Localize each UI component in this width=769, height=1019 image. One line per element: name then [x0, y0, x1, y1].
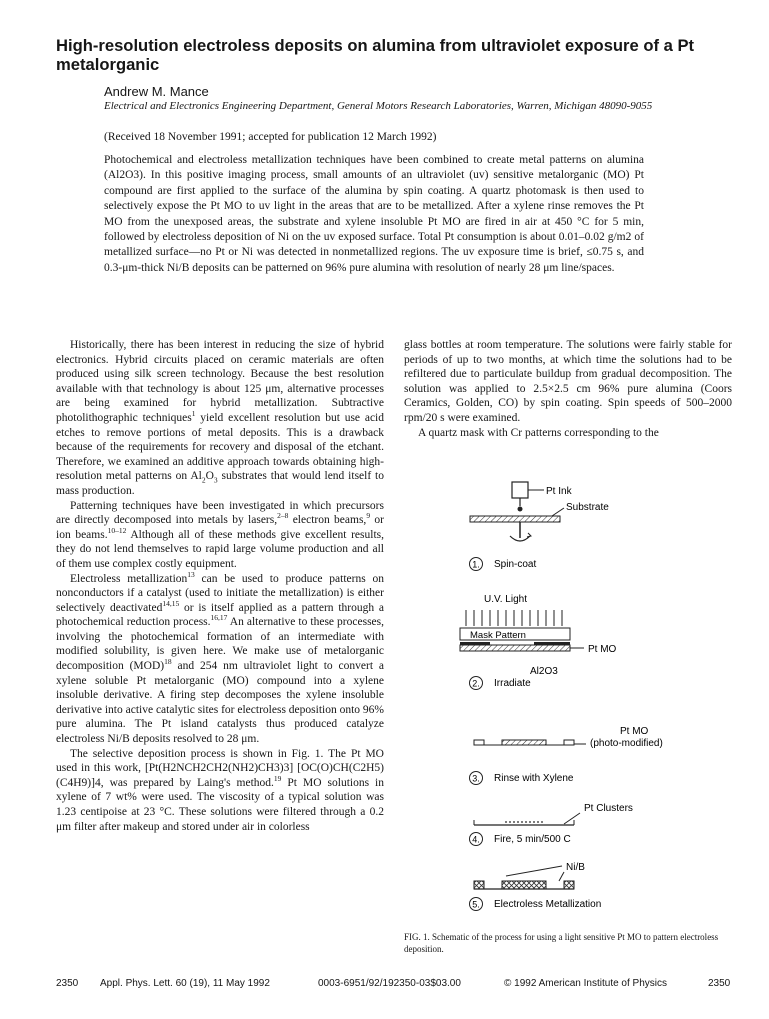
step-1-spin-coat [470, 482, 610, 571]
uv-rays-icon [466, 610, 562, 626]
step-1-label: Spin-coat [494, 559, 537, 570]
label-nib: Ni/B [566, 862, 585, 873]
label-mask-pattern: Mask Pattern [470, 630, 526, 641]
citation: 10–12 [107, 525, 127, 535]
step-4-label: Fire, 5 min/500 C [494, 834, 571, 845]
figure-caption: FIG. 1. Schematic of the process for using a light sensitive Pt MO to pattern electroless deposition. [404, 932, 719, 954]
step-3-rinse [470, 726, 663, 785]
dispenser-shape [512, 482, 528, 498]
citation: 2–8 [277, 511, 289, 521]
step-2-irradiate [460, 594, 617, 690]
article-code: 0003-6951/92/192350-03$03.00 [318, 978, 461, 989]
body-column-left [56, 338, 384, 834]
citation: 1 [191, 409, 196, 419]
paper-title: High-resolution electroless deposits on alumina from ultraviolet exposure of a Pt metalorganic [56, 36, 695, 74]
received-date: (Received 18 November 1991; accepted for publication 12 March 1992) [104, 131, 437, 143]
author-name: Andrew M. Mance [104, 84, 209, 99]
step-5-label: Electroless Metallization [494, 899, 602, 910]
step-4-number: 4. [472, 834, 480, 845]
label-al2o3: Al2O3 [530, 666, 558, 677]
paragraph: Patterning techniques have been investigated in which precursors are directly decomposed into metals by lasers,$^{2-8}$ electron beams,$^9$ or ion beams.$^{10-12}$ Although all of these methods give excellent results, they do not lend themselves to rapid large volume production and all of them use complex costly equipment. [56, 499, 384, 570]
step-5-number: 5. [472, 899, 480, 910]
ink-drop [518, 507, 523, 512]
citation: 18 [164, 657, 172, 667]
paragraph: A quartz mask with Cr patterns corresponding to the [418, 426, 659, 439]
author-affiliation: Electrical and Electronics Engineering Department, General Motors Research Laboratories, Warren, Michigan 48090-9055 [104, 100, 653, 112]
page-number-right: 2350 [708, 978, 731, 989]
figure-1 [404, 478, 734, 918]
substrate-shape [460, 645, 570, 651]
pt-clusters-dots [505, 821, 543, 823]
label-substrate: Substrate [566, 502, 609, 513]
step-4-fire [470, 803, 633, 846]
pt-mo-pattern [502, 740, 546, 745]
body-column-right [404, 338, 732, 440]
paragraph: The selective deposition process is shown in Fig. 1. The Pt MO used in this work, [Pt(H2NCH2CH2(NH2)CH3)3] [OC(O)CH(C2H5)(C4H9)]4, was prepared by Laing's method.$^{19}$ Pt MO solutions in xylene of 7 wt% were used. The viscosity of a typical solution was 1.23 centipoise at 23 °C. These solutions were filtered through a 0.2 μm filter after makeup and stored under air in colorless [56, 747, 385, 833]
label-uv-light: U.V. Light [484, 594, 527, 605]
paragraph: Electroless metallization$^{13}$ can be used to produce patterns on nonconductors if a catalyst (used to initiate the metallization) is either selectively deactivated$^{14,15}$ or is itself applied as a pattern through a photochemical reduction process.$^{16,17}$ An alternative to these processes, involving the photochemical formation of an intermediate with modified solubility, is given here. We make use of metalorganic decomposition (MOD)$^{18}$ and 254 nm ultraviolet light to convert a xylene soluble Pt metalorganic (MO) compound into a xylene insoluble derivative. A firing step decomposes the xylene insoluble derivative into active catalytic sites for electroless deposition onto 96% pure alumina. The Pt island catalysts thus produced catalyze electroless Ni/B deposits resolved to 28 μm. [56, 569, 385, 746]
label-photo-modified: (photo-modified) [590, 738, 663, 749]
copyright: © 1992 American Institute of Physics [504, 978, 668, 989]
step-2-number: 2. [472, 678, 480, 689]
abstract: Photochemical and electroless metallization techniques have been combined to create metal patterns on alumina (Al2O3). In this positive imaging process, small amounts of an ultraviolet (uv) sensitive metalorganic (MO) Pt compound are first applied to the surface of the alumina by spin coating. A quartz photomask is then used to selectively expose the Pt MO to uv light in the areas that are to be metallized. After a xylene rinse removes the Pt MO from the unexposed areas, the substrate and xylene insoluble Pt MO are fired in air at 450 °C for 5 min, followed by electroless deposition of Ni on the uv exposed surface. Total Pt consumption is about 0.01–0.02 g/m2 of metallized surface—no Pt or Ni was detected in nonmetallized regions. The uv exposure time is brief, ≤0.75 s, and 0.3-μm-thick Ni/B deposits can be patterned on 96% pure alumina with resolution of nearly 28 μm line/spaces. [104, 154, 644, 274]
label-pt-mo-2: Pt MO [620, 726, 649, 737]
journal-citation: Appl. Phys. Lett. 60 (19), 11 May 1992 [100, 978, 270, 989]
substrate-shape [470, 516, 560, 522]
nib-deposit [502, 881, 546, 889]
step-3-number: 3. [472, 773, 480, 784]
citation: 19 [273, 773, 282, 783]
label-pt-clusters: Pt Clusters [584, 803, 633, 814]
step-3-label: Rinse with Xylene [494, 773, 574, 784]
citation: 13 [187, 569, 195, 579]
citation: 9 [366, 511, 371, 521]
step-5-metallization [470, 862, 602, 911]
citation: 16,17 [210, 613, 228, 623]
label-pt-mo: Pt MO [588, 644, 617, 655]
process-schematic [404, 478, 734, 918]
paragraph: Historically, there has been interest in reducing the size of hybrid electronics. Hybrid circuits placed on ceramic materials are often produced using silk screen technology. Because the best resolution available with that technology is about 125 μm, alternative processes are being examined for hybrid metallization. Subtractive photolithographic techniques$^1$ yield excellent resolution but use acid etches to remove portions of metal deposits. This is a drawback because of the requirements for recovery and disposal of the etchant. Therefore, we examined an additive approach towards obtaining high-resolution metal patterns on $Al_2O_3$ substrates that would lend itself to mass production. [56, 339, 384, 497]
page-number-left: 2350 [56, 978, 79, 989]
step-2-label: Irradiate [494, 678, 531, 689]
step-1-number: 1. [472, 559, 480, 570]
paragraph: glass bottles at room temperature. The solutions were fairly stable for periods of up to two months, at which time the solutions had to be refiltered due to particulate buildup from gradual decomposition. The solution was applied to 2.5×2.5 cm 96% pure alumina (Coors Ceramics, Golden, CO) by spin coating. Spin speeds of 500–2000 rpm/20 s were examined. [404, 339, 732, 424]
citation: 14,15 [162, 598, 180, 608]
label-pt-ink: Pt Ink [546, 486, 572, 497]
